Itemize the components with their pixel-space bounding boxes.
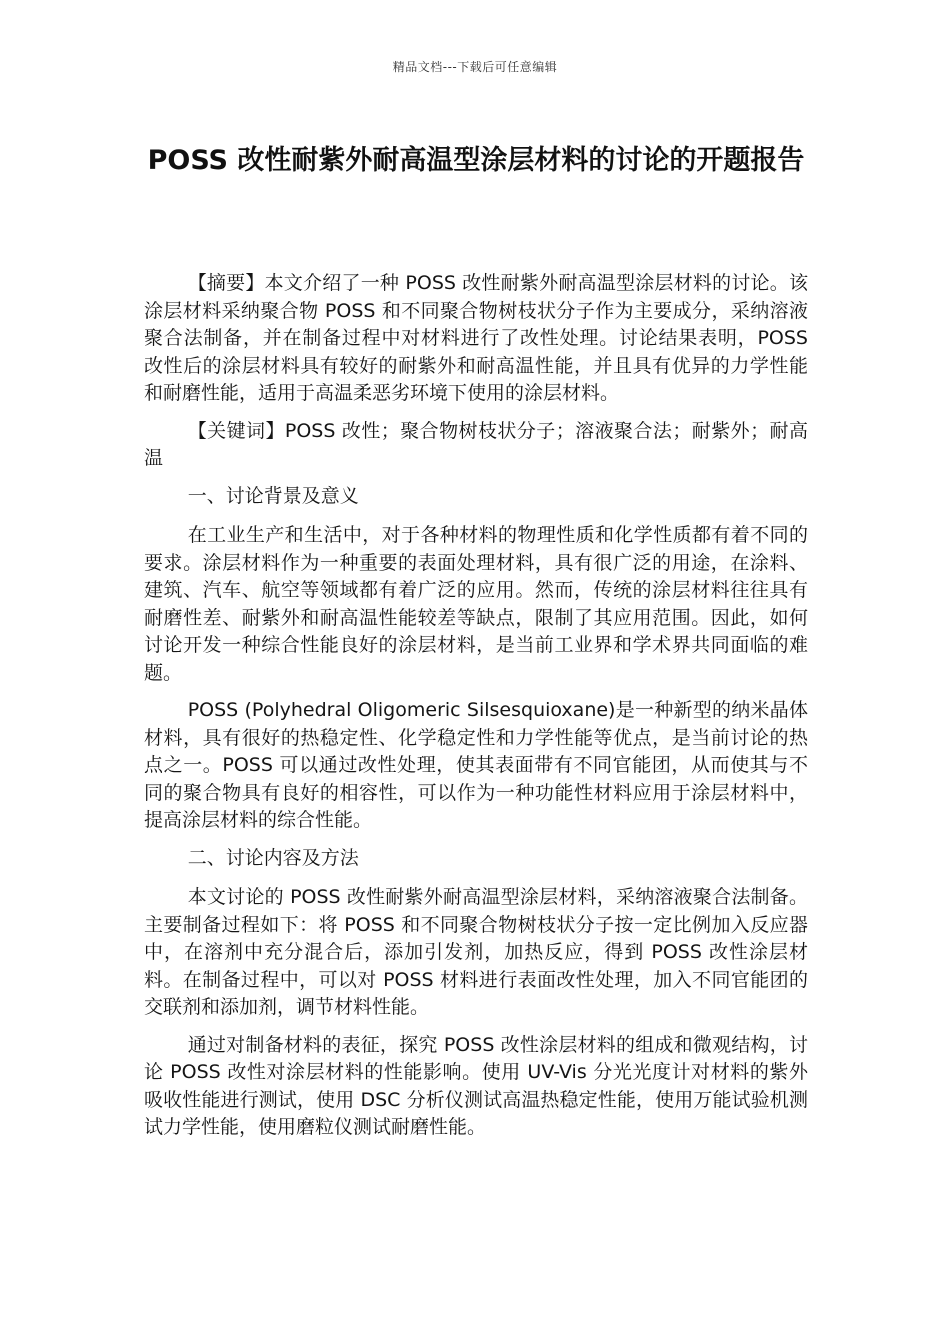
background-paragraph-1: 在工业生产和生活中，对于各种材料的物理性质和化学性质都有着不同的要求。涂层材料作为一种重要的表面处理材料，具有很广泛的用途，在涂料、建筑、汽车、航空等领域都有着广泛的应用。然而，传统的涂层材料往往具有耐磨性差、耐紫外和耐高温性能较差等缺点，限制了其应用范围。因此，如何讨论开发一种综合性能良好的涂层材料，是当前工业界和学术界共同面临的难题。 <box>144 524 808 684</box>
methods-paragraph-1: 本文讨论的 POSS 改性耐紫外耐高温型涂层材料，采纳溶液聚合法制备。主要制备过程如下：将 POSS 和不同聚合物树枝状分子按一定比例加入反应器中，在溶剂中充分混合后，添加引发剂，加热反应，得到 POSS 改性涂层材料。在制备过程中，可以对 POSS 材料进行表面改性处理，加入不同官能团的交联剂和添加剂，调节材料性能。 <box>144 886 808 1018</box>
section-heading-background: 一、讨论背景及意义 <box>187 484 359 507</box>
document-title: POSS 改性耐紫外耐高温型涂层材料的讨论的开题报告 <box>147 145 805 176</box>
keywords-paragraph: 【关键词】POSS 改性；聚合物树枝状分子；溶液聚合法；耐紫外；耐高温 <box>144 419 808 469</box>
section-heading-methods: 二、讨论内容及方法 <box>187 846 359 869</box>
header-watermark: 精品文档---下载后可任意编辑 <box>392 60 558 74</box>
background-paragraph-2: POSS (Polyhedral Oligomeric Silsesquioxane)是一种新型的纳米晶体材料，具有很好的热稳定性、化学稳定性和力学性能等优点，是当前讨论的热点之一。POSS 可以通过改性处理，使其表面带有不同官能团，从而使其与不同的聚合物具有良好的相容性，可以作为一种功能性材料应用于涂层材料中，提高涂层材料的综合性能。 <box>144 699 808 831</box>
document-body <box>144 270 808 1152</box>
methods-paragraph-2: 通过对制备材料的表征，探究 POSS 改性涂层材料的组成和微观结构，讨论 POSS 改性对涂层材料的性能影响。使用 UV-Vis 分光光度计对材料的紫外吸收性能进行测试，使用 DSC 分析仪测试高温热稳定性能，使用万能试验机测试力学性能，使用磨粒仪测试耐磨性能。 <box>144 1033 808 1138</box>
abstract-paragraph: 【摘要】本文介绍了一种 POSS 改性耐紫外耐高温型涂层材料的讨论。该涂层材料采纳聚合物 POSS 和不同聚合物树枝状分子作为主要成分，采纳溶液聚合法制备，并在制备过程中对材料进行了改性处理。讨论结果表明，POSS 改性后的涂层材料具有较好的耐紫外和耐高温性能，并且具有优异的力学性能和耐磨性能，适用于高温柔恶劣环境下使用的涂层材料。 <box>144 272 808 404</box>
